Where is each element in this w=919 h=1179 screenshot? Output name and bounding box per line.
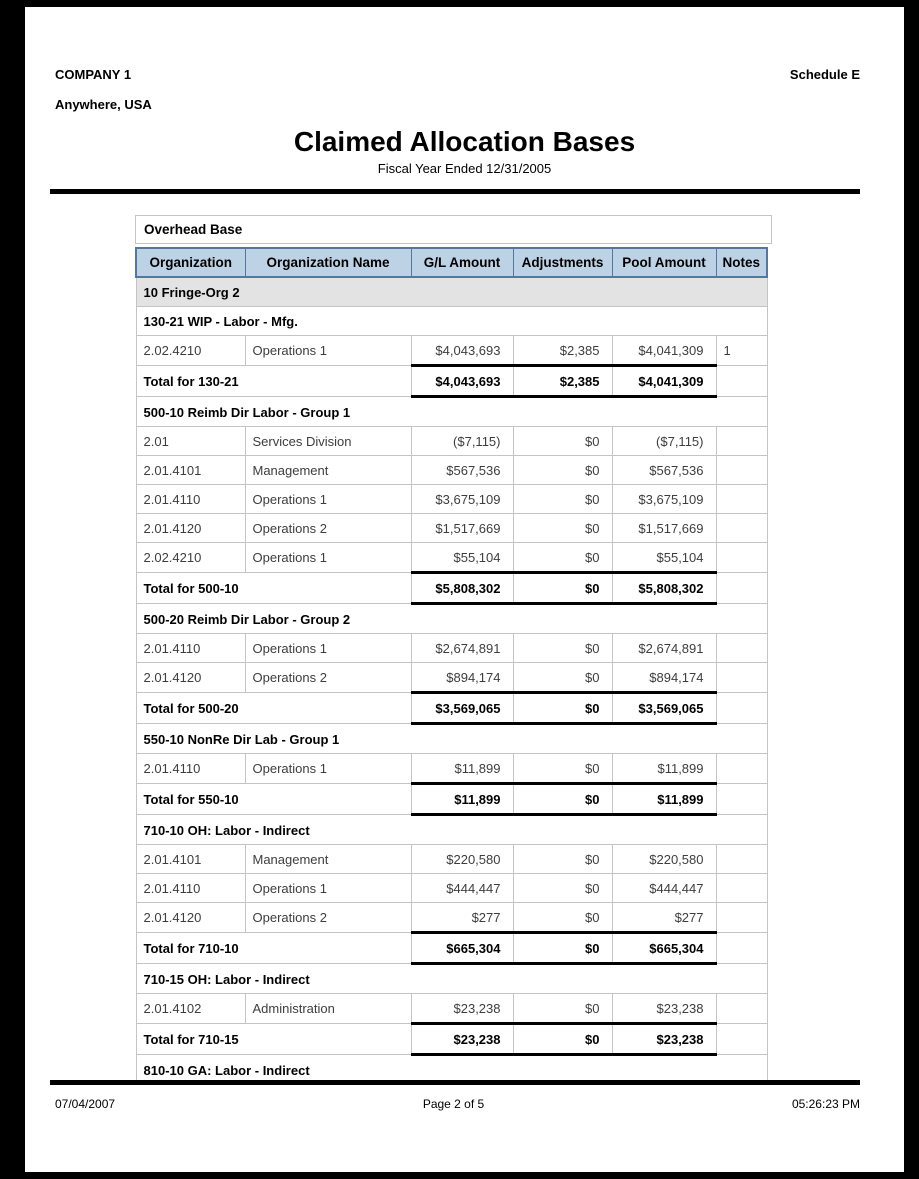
section-header-row	[136, 604, 767, 634]
company-address: Anywhere, USA	[55, 97, 152, 112]
total-pool-amount-cell: $11,899	[612, 784, 716, 815]
table-row	[136, 456, 767, 485]
table-row	[136, 874, 767, 903]
pool-amount-cell: $4,041,309	[612, 336, 716, 366]
pool-amount-cell: $444,447	[612, 874, 716, 903]
section-header-row	[136, 307, 767, 336]
gl-amount-cell: $1,517,669	[411, 514, 513, 543]
page-subtitle: Fiscal Year Ended 12/31/2005	[377, 161, 552, 176]
organization-name-cell: Management	[245, 845, 411, 874]
pool-amount-cell: $277	[612, 903, 716, 933]
section-header-cell: 550-10 NonRe Dir Lab - Group 1	[136, 724, 767, 754]
adjustments-cell: $0	[513, 514, 612, 543]
adjustments-cell: $0	[513, 427, 612, 456]
section-header-row	[136, 724, 767, 754]
total-row	[136, 366, 767, 397]
organization-name-cell: Administration	[245, 994, 411, 1024]
notes-cell	[716, 485, 767, 514]
table-row	[136, 514, 767, 543]
notes-cell	[716, 874, 767, 903]
total-row	[136, 573, 767, 604]
gl-amount-cell: $2,674,891	[411, 634, 513, 663]
footer-page-number: Page 2 of 5	[422, 1097, 485, 1111]
notes-cell	[716, 427, 767, 456]
pool-amount-cell: $2,674,891	[612, 634, 716, 663]
total-label-cell: Total for 550-10	[136, 784, 411, 815]
notes-cell	[716, 634, 767, 663]
notes-cell	[716, 994, 767, 1024]
organization-cell: 2.01	[136, 427, 245, 456]
organization-cell: 2.01.4101	[136, 845, 245, 874]
total-label-cell: Total for 500-10	[136, 573, 411, 604]
gl-amount-cell: $220,580	[411, 845, 513, 874]
group-header-row	[136, 277, 767, 307]
report-table-area	[135, 215, 904, 1085]
section-header-cell: 710-15 OH: Labor - Indirect	[136, 964, 767, 994]
total-label-cell: Total for 710-15	[136, 1024, 411, 1055]
adjustments-cell: $0	[513, 634, 612, 663]
total-gl-amount-cell: $11,899	[411, 784, 513, 815]
table-body	[136, 307, 767, 1085]
letterhead	[25, 7, 904, 194]
pool-amount-cell: $3,675,109	[612, 485, 716, 514]
document-page	[25, 7, 904, 1172]
organization-name-cell: Operations 1	[245, 485, 411, 514]
notes-cell	[716, 693, 767, 724]
column-header-pool-amount: Pool Amount	[612, 248, 716, 277]
pool-amount-cell: $11,899	[612, 754, 716, 784]
page-title: Claimed Allocation Bases	[293, 126, 636, 157]
organization-cell: 2.01.4120	[136, 663, 245, 693]
total-row	[136, 933, 767, 964]
adjustments-cell: $0	[513, 845, 612, 874]
gl-amount-cell: $4,043,693	[411, 336, 513, 366]
organization-name-cell: Services Division	[245, 427, 411, 456]
gl-amount-cell: $11,899	[411, 754, 513, 784]
total-adjustments-cell: $0	[513, 693, 612, 724]
column-header-gl-amount: G/L Amount	[411, 248, 513, 277]
total-row	[136, 1024, 767, 1055]
gl-amount-cell: $23,238	[411, 994, 513, 1024]
column-header-notes: Notes	[716, 248, 767, 277]
notes-cell	[716, 663, 767, 693]
organization-name-cell: Operations 1	[245, 336, 411, 366]
notes-cell	[716, 903, 767, 933]
section-header-cell: 500-20 Reimb Dir Labor - Group 2	[136, 604, 767, 634]
notes-cell	[716, 366, 767, 397]
column-header-organization: Organization	[136, 248, 245, 277]
adjustments-cell: $0	[513, 456, 612, 485]
organization-name-cell: Management	[245, 456, 411, 485]
total-label-cell: Total for 500-20	[136, 693, 411, 724]
total-adjustments-cell: $2,385	[513, 366, 612, 397]
page-footer	[55, 1097, 860, 1111]
column-header-organization-name: Organization Name	[245, 248, 411, 277]
organization-name-cell: Operations 1	[245, 634, 411, 663]
total-pool-amount-cell: $4,041,309	[612, 366, 716, 397]
adjustments-cell: $0	[513, 543, 612, 573]
organization-name-cell: Operations 2	[245, 903, 411, 933]
table-row	[136, 754, 767, 784]
table-row	[136, 994, 767, 1024]
notes-cell	[716, 784, 767, 815]
adjustments-cell: $0	[513, 903, 612, 933]
organization-name-cell: Operations 1	[245, 543, 411, 573]
organization-cell: 2.01.4102	[136, 994, 245, 1024]
pool-amount-cell: ($7,115)	[612, 427, 716, 456]
gl-amount-cell: $55,104	[411, 543, 513, 573]
pool-amount-cell: $567,536	[612, 456, 716, 485]
notes-cell	[716, 573, 767, 604]
organization-cell: 2.01.4120	[136, 514, 245, 543]
section-header-cell: 500-10 Reimb Dir Labor - Group 1	[136, 397, 767, 427]
total-gl-amount-cell: $4,043,693	[411, 366, 513, 397]
section-header-cell: 130-21 WIP - Labor - Mfg.	[136, 307, 767, 336]
total-adjustments-cell: $0	[513, 1024, 612, 1055]
notes-cell	[716, 754, 767, 784]
organization-cell: 2.01.4110	[136, 485, 245, 514]
organization-name-cell: Operations 1	[245, 754, 411, 784]
adjustments-cell: $0	[513, 994, 612, 1024]
gl-amount-cell: $3,675,109	[411, 485, 513, 514]
gl-amount-cell: $444,447	[411, 874, 513, 903]
total-adjustments-cell: $0	[513, 933, 612, 964]
total-pool-amount-cell: $5,808,302	[612, 573, 716, 604]
total-adjustments-cell: $0	[513, 784, 612, 815]
table-row	[136, 427, 767, 456]
section-header-row	[136, 964, 767, 994]
total-label-cell: Total for 130-21	[136, 366, 411, 397]
table-row	[136, 903, 767, 933]
table-row	[136, 485, 767, 514]
organization-cell: 2.01.4110	[136, 754, 245, 784]
organization-cell: 2.02.4210	[136, 543, 245, 573]
footer-rule	[50, 1080, 860, 1085]
organization-name-cell: Operations 1	[245, 874, 411, 903]
organization-name-cell: Operations 2	[245, 663, 411, 693]
total-pool-amount-cell: $665,304	[612, 933, 716, 964]
header-rule	[50, 189, 860, 194]
notes-cell	[716, 1024, 767, 1055]
total-gl-amount-cell: $5,808,302	[411, 573, 513, 604]
pool-amount-cell: $894,174	[612, 663, 716, 693]
table-row	[136, 336, 767, 366]
organization-cell: 2.01.4101	[136, 456, 245, 485]
organization-cell: 2.01.4120	[136, 903, 245, 933]
section-header-row	[136, 397, 767, 427]
pool-amount-cell: $23,238	[612, 994, 716, 1024]
total-gl-amount-cell: $665,304	[411, 933, 513, 964]
table-row	[136, 663, 767, 693]
schedule-label: Schedule E	[789, 67, 860, 82]
total-row	[136, 693, 767, 724]
gl-amount-cell: $894,174	[411, 663, 513, 693]
column-header-row	[136, 248, 767, 277]
total-gl-amount-cell: $23,238	[411, 1024, 513, 1055]
pool-amount-cell: $55,104	[612, 543, 716, 573]
total-label-cell: Total for 710-10	[136, 933, 411, 964]
table-row	[136, 845, 767, 874]
column-header-adjustments: Adjustments	[513, 248, 612, 277]
notes-cell	[716, 456, 767, 485]
table-row	[136, 543, 767, 573]
total-pool-amount-cell: $23,238	[612, 1024, 716, 1055]
organization-cell: 2.01.4110	[136, 874, 245, 903]
adjustments-cell: $0	[513, 663, 612, 693]
notes-cell: 1	[716, 336, 767, 366]
adjustments-cell: $0	[513, 874, 612, 903]
adjustments-cell: $2,385	[513, 336, 612, 366]
total-adjustments-cell: $0	[513, 573, 612, 604]
organization-cell: 2.02.4210	[136, 336, 245, 366]
footer-date: 07/04/2007	[55, 1097, 116, 1111]
footer-time: 05:26:23 PM	[791, 1097, 860, 1111]
allocation-bases-table	[135, 247, 768, 1085]
table-caption: Overhead Base	[135, 215, 772, 244]
adjustments-cell: $0	[513, 485, 612, 514]
notes-cell	[716, 933, 767, 964]
notes-cell	[716, 514, 767, 543]
notes-cell	[716, 543, 767, 573]
notes-cell	[716, 845, 767, 874]
gl-amount-cell: $567,536	[411, 456, 513, 485]
gl-amount-cell: $277	[411, 903, 513, 933]
pool-amount-cell: $220,580	[612, 845, 716, 874]
table-row	[136, 634, 767, 663]
section-header-row	[136, 815, 767, 845]
organization-name-cell: Operations 2	[245, 514, 411, 543]
pool-amount-cell: $1,517,669	[612, 514, 716, 543]
section-header-cell: 810-10 GA: Labor - Indirect	[136, 1055, 767, 1085]
section-header-cell: 710-10 OH: Labor - Indirect	[136, 815, 767, 845]
organization-cell: 2.01.4110	[136, 634, 245, 663]
company-name: COMPANY 1	[55, 67, 132, 82]
total-pool-amount-cell: $3,569,065	[612, 693, 716, 724]
total-row	[136, 784, 767, 815]
total-gl-amount-cell: $3,569,065	[411, 693, 513, 724]
group-header-cell: 10 Fringe-Org 2	[136, 277, 767, 307]
adjustments-cell: $0	[513, 754, 612, 784]
gl-amount-cell: ($7,115)	[411, 427, 513, 456]
